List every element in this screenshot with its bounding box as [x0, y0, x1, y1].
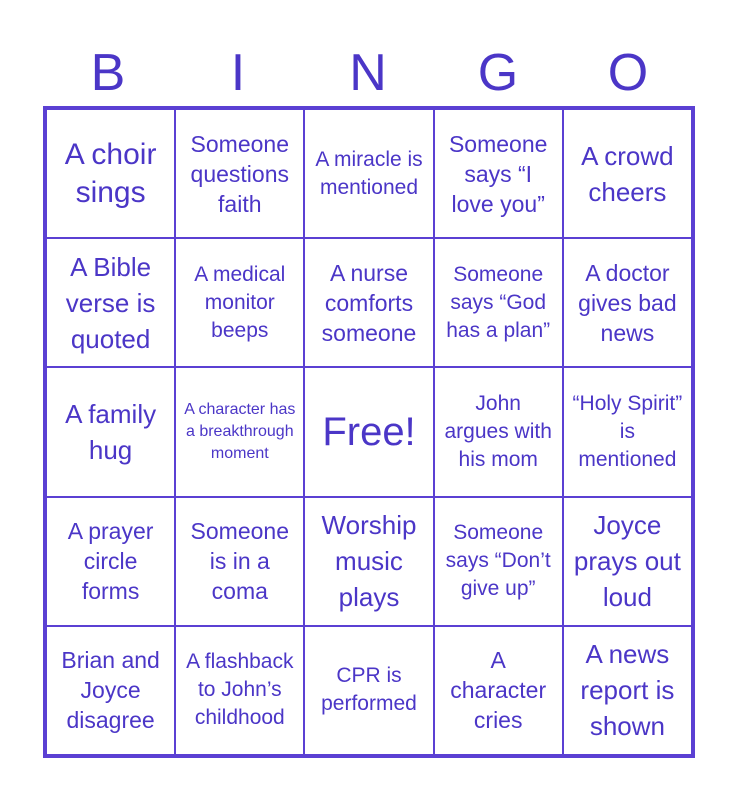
cell-text: Someone says “God has a plan”	[446, 262, 551, 342]
cell-text: “Holy Spirit” is mentioned	[572, 391, 683, 471]
header-letter-n: N	[349, 44, 387, 102]
bingo-cell[interactable]	[434, 109, 563, 238]
bingo-cell[interactable]	[563, 367, 692, 496]
cell-text: Someone questions faith	[190, 130, 290, 217]
cell-text: A flashback to John’s childhood	[186, 650, 294, 730]
bingo-cell[interactable]	[563, 626, 692, 755]
cell-text: Someone is in a coma	[190, 518, 290, 605]
bingo-cell[interactable]	[304, 238, 433, 367]
cell-text: John argues with his mom	[444, 391, 552, 471]
cell-text: A prayer circle forms	[67, 518, 154, 605]
bingo-cell[interactable]	[563, 238, 692, 367]
cell-text: A nurse comforts someone	[321, 259, 417, 346]
bingo-board	[43, 106, 695, 758]
bingo-cell[interactable]	[46, 626, 175, 755]
cell-text: Worship music plays	[321, 510, 417, 613]
cell-text: CPR is performed	[321, 664, 417, 716]
bingo-cell[interactable]	[304, 626, 433, 755]
bingo-cell[interactable]	[434, 238, 563, 367]
bingo-cell[interactable]	[46, 238, 175, 367]
bingo-cell[interactable]	[175, 109, 304, 238]
bingo-cell[interactable]	[175, 497, 304, 626]
cell-text: A choir sings	[64, 137, 157, 209]
free-space-cell[interactable]	[304, 367, 433, 496]
header-letter-i: I	[230, 44, 246, 102]
cell-text: Brian and Joyce disagree	[61, 647, 160, 734]
cell-text: Someone says “I love you”	[448, 130, 548, 217]
cell-text: A crowd cheers	[581, 140, 674, 207]
bingo-cell[interactable]	[434, 626, 563, 755]
bingo-cell[interactable]	[304, 109, 433, 238]
cell-text: A character has a breakthrough moment	[184, 400, 296, 462]
bingo-cell[interactable]	[175, 367, 304, 496]
bingo-cell[interactable]	[563, 109, 692, 238]
cell-text: A Bible verse is quoted	[65, 251, 156, 354]
bingo-cell[interactable]	[175, 626, 304, 755]
bingo-cell[interactable]	[175, 238, 304, 367]
bingo-cell[interactable]	[46, 109, 175, 238]
bingo-cell[interactable]	[563, 497, 692, 626]
header-letter-b: B	[90, 44, 126, 102]
cell-text: Free!	[322, 409, 416, 454]
cell-text: A character cries	[450, 647, 547, 734]
bingo-cell[interactable]	[434, 497, 563, 626]
bingo-cell[interactable]	[304, 497, 433, 626]
bingo-cell[interactable]	[434, 367, 563, 496]
header-letter-g: G	[477, 44, 519, 102]
cell-text: Joyce prays out loud	[573, 510, 681, 613]
bingo-header	[43, 44, 693, 102]
bingo-cell[interactable]	[46, 367, 175, 496]
bingo-cell[interactable]	[46, 497, 175, 626]
cell-text: A news report is shown	[580, 639, 675, 742]
cell-text: A medical monitor beeps	[194, 262, 286, 342]
cell-text: A doctor gives bad news	[578, 259, 677, 346]
cell-text: A family hug	[65, 398, 157, 465]
cell-text: A miracle is mentioned	[315, 147, 423, 199]
header-letter-o: O	[607, 44, 649, 102]
cell-text: Someone says “Don’t give up”	[445, 521, 551, 601]
